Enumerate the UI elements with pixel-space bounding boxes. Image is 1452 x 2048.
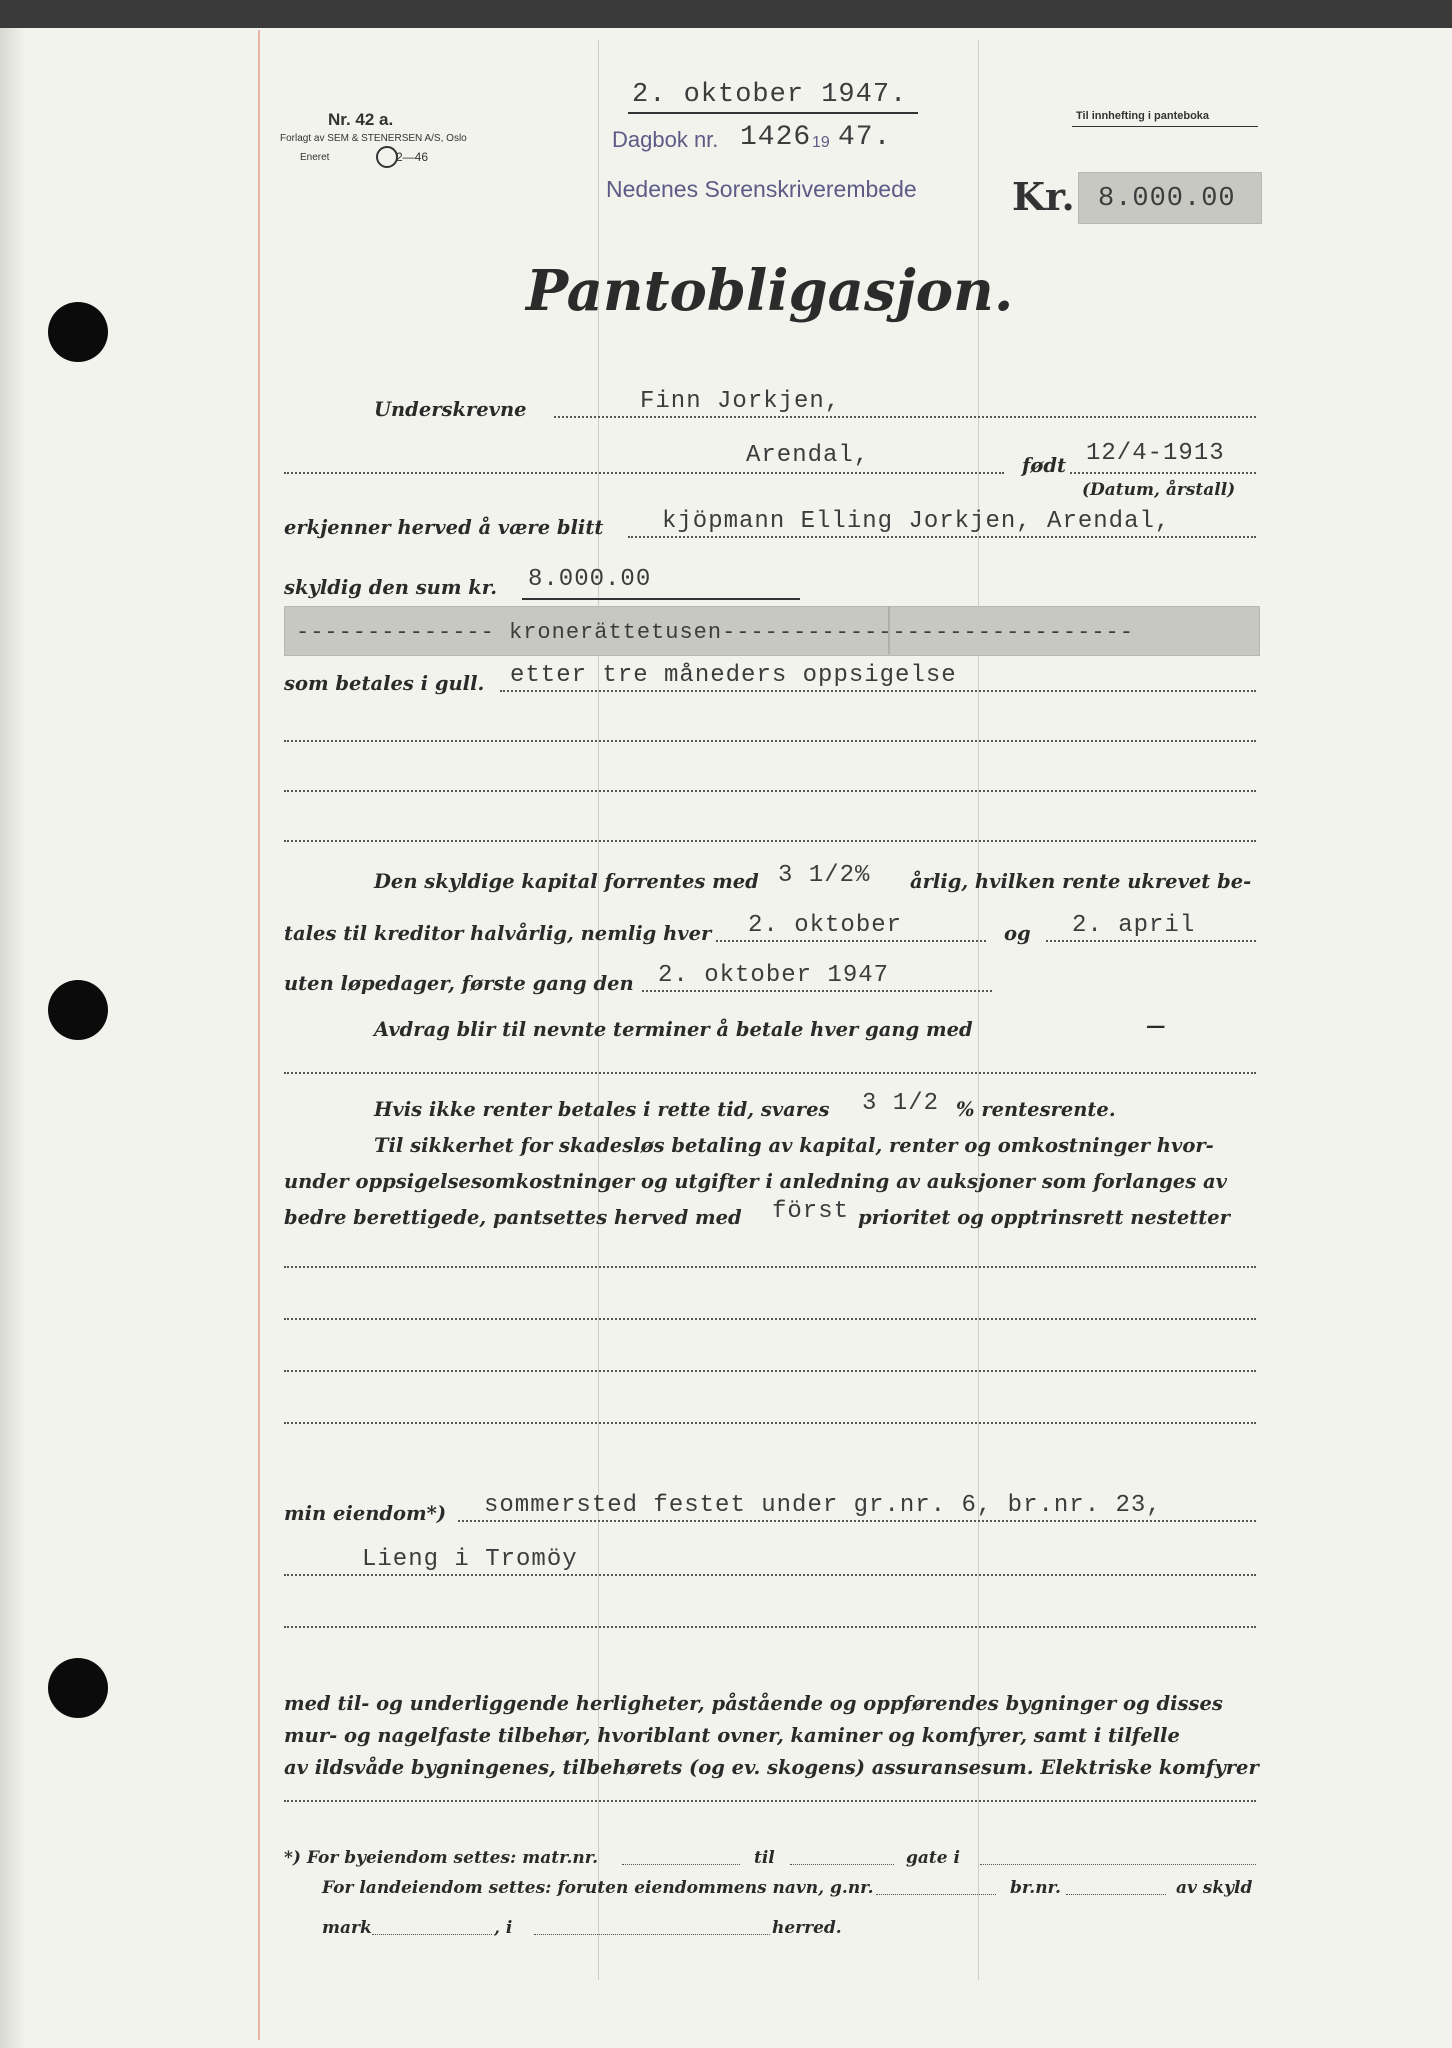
publisher-line: Forlagt av SEM & STENERSEN A/S, Oslo bbox=[280, 133, 467, 144]
place-value: Arendal, bbox=[746, 442, 870, 469]
blank-line bbox=[284, 1318, 1256, 1320]
undersigned-value: Finn Jorkjen, bbox=[640, 388, 841, 415]
undersigned-line bbox=[554, 416, 1256, 418]
blank-line bbox=[284, 740, 1256, 742]
undersigned-label: Underskrevne bbox=[374, 398, 527, 421]
blank-line bbox=[284, 1266, 1256, 1268]
interest-text: årlig, hvilken rente ukrevet be- bbox=[910, 870, 1252, 893]
footnote-line bbox=[876, 1894, 996, 1895]
dagbok-number: 1426 bbox=[740, 122, 812, 153]
amount-value: 8.000.00 bbox=[1098, 184, 1236, 214]
payment-line bbox=[500, 690, 1256, 692]
footnote-line bbox=[622, 1864, 740, 1865]
dagbok-label: Dagbok nr. bbox=[612, 127, 719, 152]
creditor-line bbox=[628, 536, 1256, 538]
born-value: 12/4-1913 bbox=[1086, 440, 1225, 467]
security-text: bedre berettigede, pantsettes herved med bbox=[284, 1206, 742, 1229]
security-text: under oppsigelsesomkostninger og utgifter i anledning av auksjoner som forlanges av bbox=[284, 1170, 1227, 1193]
date-underline bbox=[628, 112, 918, 114]
term-date-2: 2. april bbox=[1072, 912, 1196, 939]
interest-text: og bbox=[1004, 922, 1031, 945]
dagbok-year: 47. bbox=[838, 122, 892, 153]
filing-note-underline bbox=[1072, 126, 1258, 127]
document-date: 2. oktober 1947. bbox=[632, 80, 908, 110]
property-label: min eiendom*) bbox=[284, 1502, 447, 1525]
footnote-text: gate i bbox=[906, 1848, 960, 1868]
security-text: % rentesrente. bbox=[956, 1098, 1116, 1121]
fold-line bbox=[978, 40, 982, 1980]
blank-line bbox=[284, 1422, 1256, 1424]
footnote-line bbox=[372, 1934, 492, 1935]
payment-label: som betales i gull. bbox=[284, 672, 485, 695]
interest-text: Den skyldige kapital forrentes med bbox=[374, 870, 759, 893]
closing-text: av ildsvåde bygningenes, tilbehørets (og ev. skogens) assuransesum. Elektriske komfyrer bbox=[284, 1756, 1259, 1779]
dagbok-century: 19 bbox=[812, 134, 830, 151]
security-text: Til sikkerhet for skadesløs betaling av kapital, renter og omkostninger hvor- bbox=[374, 1134, 1214, 1157]
fold-line bbox=[598, 40, 602, 1980]
filing-note: Til innhefting i panteboka bbox=[1076, 110, 1210, 122]
punch-hole bbox=[48, 980, 108, 1040]
form-number: Nr. 42 a. bbox=[328, 110, 394, 129]
penalty-rate: 3 1/2 bbox=[862, 1090, 940, 1117]
publisher-code: 2—46 bbox=[396, 150, 429, 164]
footnote-line bbox=[1066, 1894, 1166, 1895]
term-line bbox=[1046, 940, 1256, 942]
footnote-line bbox=[790, 1864, 894, 1865]
punch-hole bbox=[48, 1658, 108, 1718]
blank-line bbox=[284, 1072, 1256, 1074]
priority-value: först bbox=[772, 1198, 850, 1225]
office-stamp: Nedenes Sorenskriverembede bbox=[606, 176, 917, 202]
property-value: sommersted festet under gr.nr. 6, br.nr. 23, bbox=[484, 1492, 1162, 1519]
footnote-text: til bbox=[754, 1848, 775, 1868]
footnote-text: , i bbox=[494, 1918, 513, 1938]
punch-hole bbox=[48, 302, 108, 362]
footnote-text: br.nr. bbox=[1010, 1878, 1061, 1898]
property-line bbox=[284, 1574, 1256, 1576]
first-payment-date: 2. oktober 1947 bbox=[658, 962, 890, 989]
footnote-line bbox=[534, 1934, 770, 1935]
installment-dash: — bbox=[1146, 1014, 1166, 1037]
blank-line bbox=[284, 1800, 1256, 1802]
property-value: Lieng i Tromöy bbox=[362, 1546, 578, 1573]
sum-words: -------------- kronerättetusen----------------------------- bbox=[296, 620, 1134, 645]
footnote-text: *) For byeiendom settes: matr.nr. bbox=[284, 1848, 599, 1868]
sum-value: 8.000.00 bbox=[528, 566, 652, 593]
place-line bbox=[284, 472, 1004, 474]
term-line bbox=[716, 940, 986, 942]
blank-line bbox=[284, 790, 1256, 792]
scan-top-edge bbox=[0, 0, 1452, 28]
sum-label: skyldig den sum kr. bbox=[284, 576, 498, 599]
installment-text: Avdrag blir til nevnte terminer å betale hver gang med bbox=[374, 1018, 973, 1041]
property-line bbox=[458, 1520, 1256, 1522]
first-date-line bbox=[642, 990, 992, 992]
footnote-text: For landeiendom settes: foruten eiendommens navn, g.nr. bbox=[322, 1878, 874, 1898]
interest-text: tales til kreditor halvårlig, nemlig hver bbox=[284, 922, 712, 945]
footnote-line bbox=[980, 1864, 1256, 1865]
interest-text: uten løpedager, første gang den bbox=[284, 972, 634, 995]
creditor-value: kjöpmann Elling Jorkjen, Arendal, bbox=[662, 508, 1171, 535]
margin-line bbox=[258, 30, 260, 2040]
publisher-logo-icon bbox=[376, 146, 398, 168]
born-line bbox=[1070, 472, 1256, 474]
publisher-rights: Eneret bbox=[300, 152, 330, 163]
footnote-text: herred. bbox=[772, 1918, 842, 1938]
blank-line bbox=[284, 1626, 1256, 1628]
interest-rate: 3 1/2% bbox=[778, 862, 871, 889]
footnote-text: av skyld bbox=[1176, 1878, 1253, 1898]
creditor-label: erkjenner herved å være blitt bbox=[284, 516, 604, 539]
footnote-text: mark bbox=[322, 1918, 372, 1938]
term-date-1: 2. oktober bbox=[748, 912, 903, 939]
kr-label: Kr. bbox=[1012, 174, 1075, 219]
security-text: Hvis ikke renter betales i rette tid, svares bbox=[374, 1098, 830, 1121]
born-hint: (Datum, årstall) bbox=[1082, 480, 1236, 500]
sum-line bbox=[522, 598, 800, 600]
document-title: Pantobligasjon. bbox=[526, 258, 1014, 324]
closing-text: med til- og underliggende herligheter, påstående og oppførendes bygninger og disses bbox=[284, 1692, 1223, 1715]
closing-text: mur- og nagelfaste tilbehør, hvoriblant ovner, kaminer og komfyrer, samt i tilfelle bbox=[284, 1724, 1180, 1747]
blank-line bbox=[284, 840, 1256, 842]
scan-left-edge bbox=[0, 28, 26, 2048]
security-text: prioritet og opptrinsrett nestetter bbox=[858, 1206, 1230, 1229]
payment-value: etter tre måneders oppsigelse bbox=[510, 662, 957, 689]
blank-line bbox=[284, 1370, 1256, 1372]
born-label: født bbox=[1022, 454, 1067, 477]
